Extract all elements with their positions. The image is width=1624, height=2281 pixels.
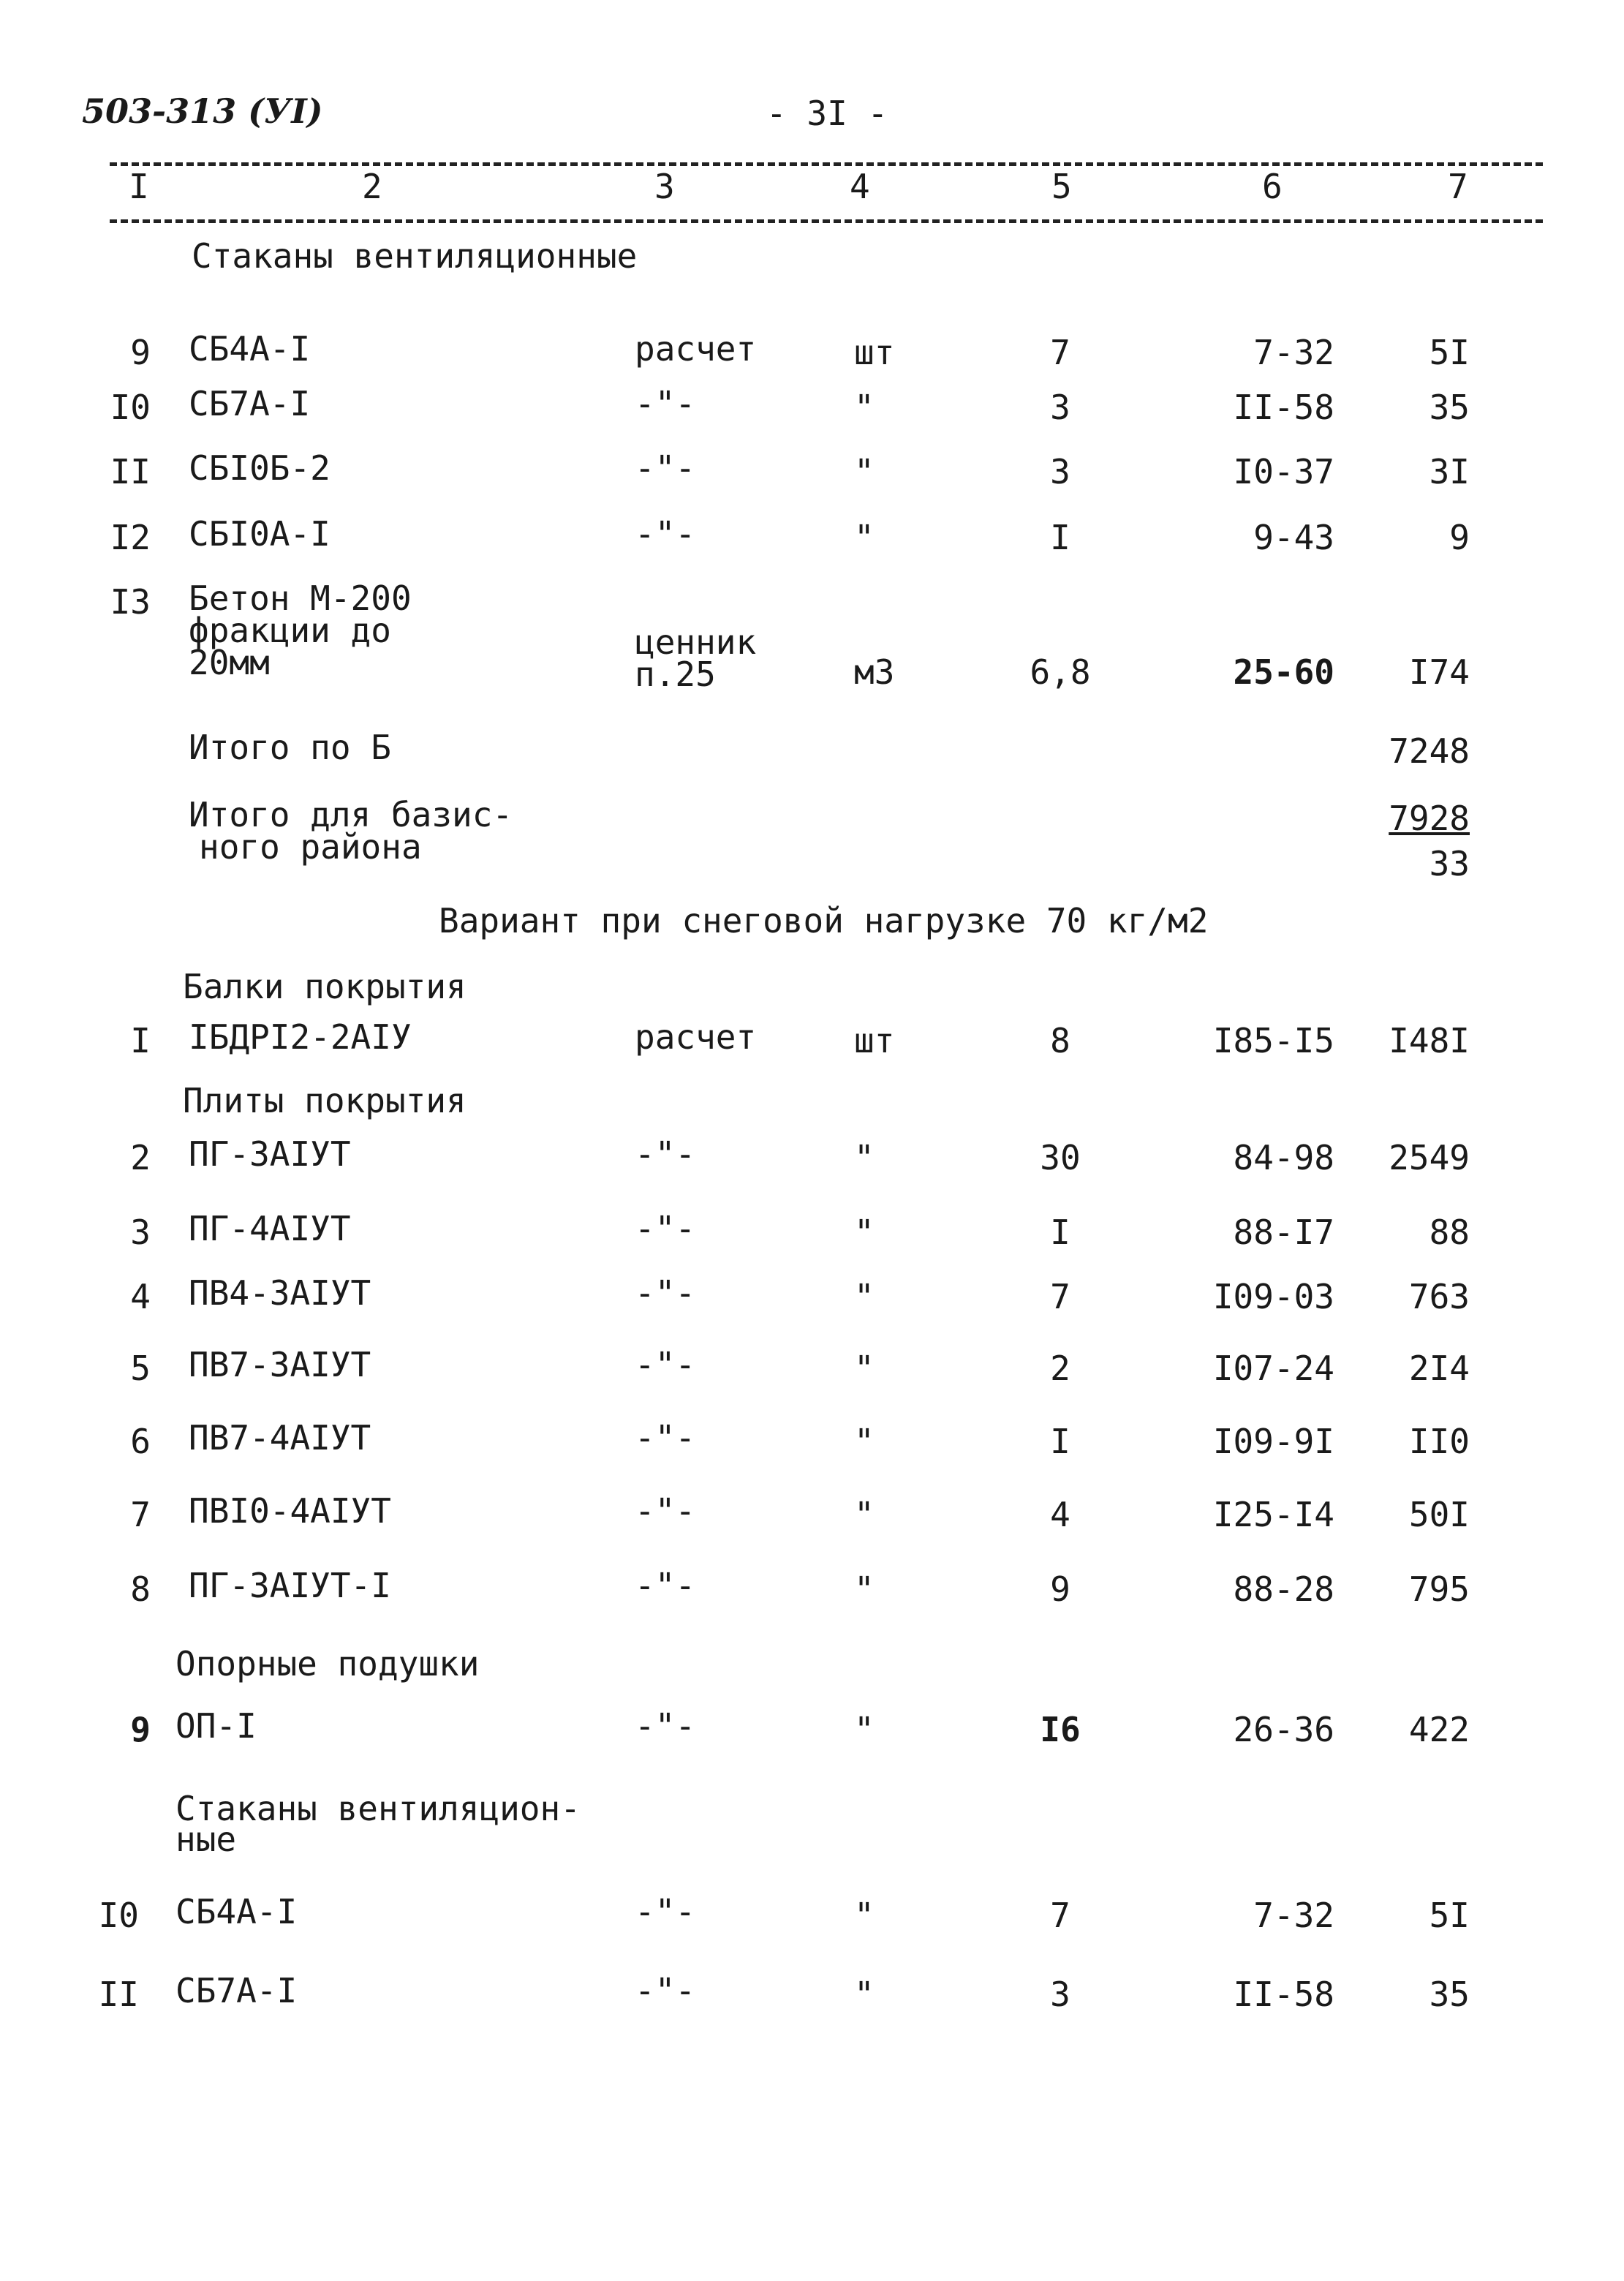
column-header-6: 6: [1262, 167, 1283, 206]
section-title-podushki: Опорные подушки: [175, 1644, 480, 1684]
page-number: - 3I -: [766, 94, 888, 133]
variant-title: Вариант при снеговой нагрузке 70 кг/м2: [439, 901, 1209, 940]
section-title-vent-1: Стаканы вентиляционные: [192, 236, 638, 276]
section-title-balki: Балки покрытия: [183, 967, 467, 1006]
column-header-3: 3: [654, 167, 675, 206]
column-header-7: 7: [1448, 167, 1468, 206]
column-header-4: 4: [850, 167, 870, 206]
section-title-plity: Плиты покрытия: [183, 1081, 467, 1120]
document-page: 503-313 (УI) - 3I - I 2 3 4 5 6 7 Стаканы вентиляционные 9 СБ4А-I расчет шт 7 7-32 5I I0 СБ7А-I -"- " 3 II-58 35 II СБI0Б-2 -"- " 3 I0-37 3I I2 СБI0А-I -"- " I 9-43 9 I3 Бетон М-200 фракции до 20мм ценник п.25 м3 6,8 25-60 I74 Итого по Б 7248 Итого для базис- ного района 7928 33 Вариант при снеговой нагрузке 70 кг/м2 Балки покрытия I IБДРI2-2АIУ расчет шт 8 I85-I5 I48I Плиты покрытия 2 ПГ-3АIУТ -"- " 30 84-98 2549 3 ПГ-4АIУТ -"- " I 88-I7 88 4 ПВ4-3АIУТ -"- " 7 I09-03 763 5 ПВ7-3АIУТ -"- " 2 I07-24 2I4 6 ПВ7-4АIУТ -"- " I I09-9I II0 7 ПВI0-4АIУТ -"- " 4 I25-I4 50I 8 ПГ-3АIУТ-I -"- " 9 88-28 795 Опорные подушки 9 ОП-I -"- " I6 26-36 422 Стаканы вентиляцион- ные I0 СБ4А-I -"- " 7 7-32 5I II СБ7А-I -"- " 3 II-58 35: [0, 0, 1624, 2281]
column-header-2: 2: [362, 167, 382, 206]
table-rule-top: [110, 162, 1543, 166]
column-header-5: 5: [1051, 167, 1072, 206]
document-code: 503-313 (УI): [82, 91, 323, 131]
section-title-vent-2: Стаканы вентиляцион- ные: [175, 1789, 581, 1859]
column-header-1: I: [129, 167, 149, 206]
table-rule-bottom: [110, 219, 1543, 223]
